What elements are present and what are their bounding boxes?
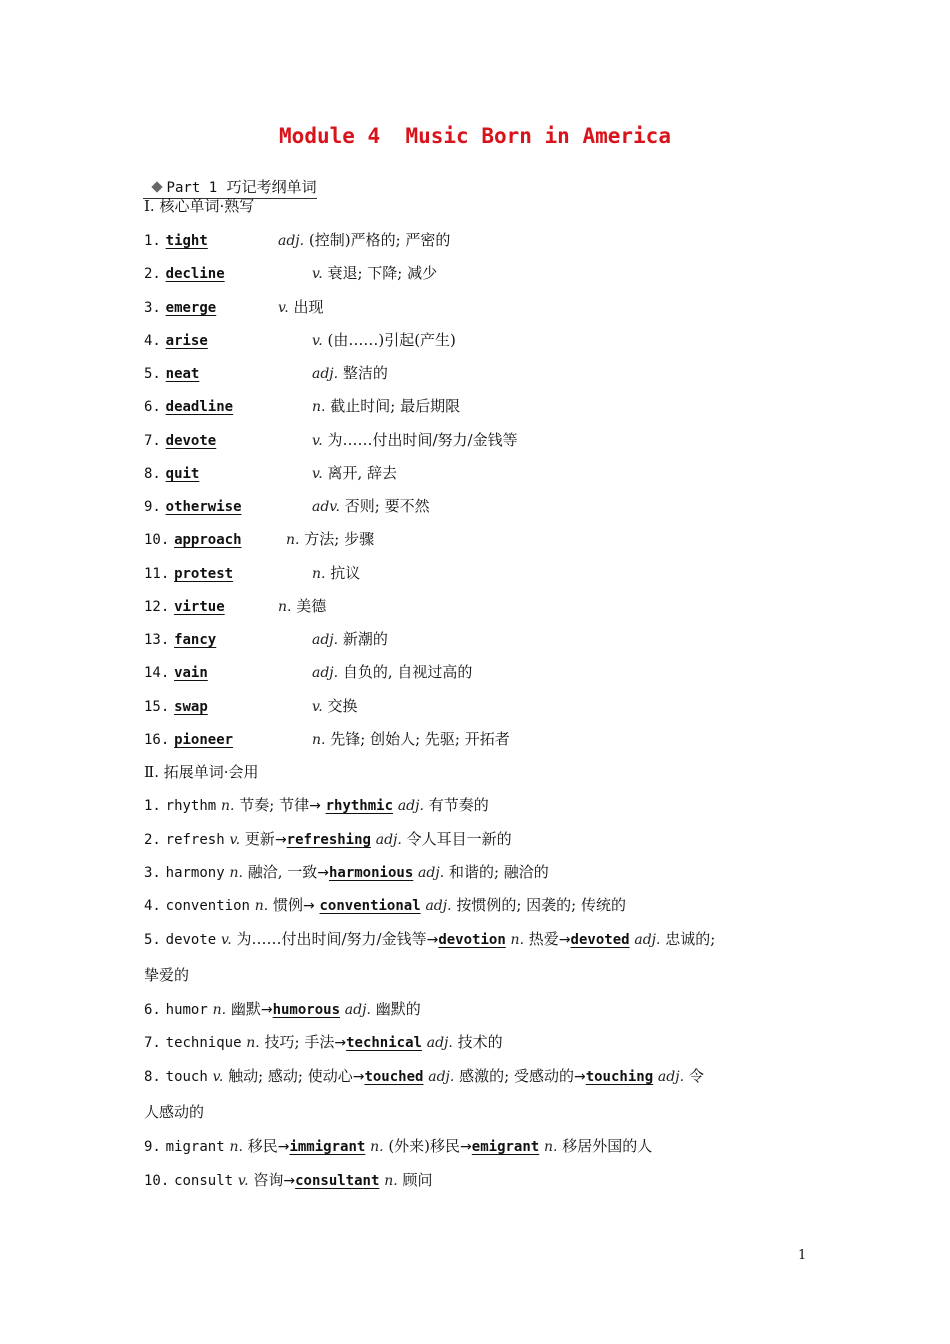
part-of-speech: n. <box>384 1173 398 1189</box>
answer-word: emigrant <box>471 1139 540 1155</box>
part-of-speech: v. <box>312 333 323 349</box>
definition: 先锋; 创始人; 先驱; 开拓者 <box>330 730 510 748</box>
base-word: refresh <box>165 832 225 848</box>
item-number: 12. <box>144 599 170 615</box>
item-number: 6. <box>144 399 161 415</box>
list-item <box>144 462 398 484</box>
part-of-speech: n. <box>510 932 525 948</box>
answer-word: refreshing <box>286 832 371 848</box>
base-word: rhythm <box>165 798 217 814</box>
definition: 方法; 步骤 <box>304 530 375 548</box>
definition: 更新 <box>244 830 275 848</box>
part-of-speech: v. <box>212 1069 224 1085</box>
definition: 为……付出时间/努力/金钱等 <box>236 930 427 948</box>
definition: 按惯例的; 因袭的; 传统的 <box>456 896 626 914</box>
answer-word: quit <box>165 466 200 482</box>
part-of-speech: n. <box>229 1139 243 1155</box>
answer-word: devote <box>165 433 217 449</box>
section1-heading: Ⅰ. 核心单词·熟写 <box>144 197 255 215</box>
answer-word: virtue <box>174 599 225 615</box>
definition: (控制)严格的; 严密的 <box>308 231 451 249</box>
answer-word: devoted <box>570 932 630 948</box>
definition: 有节奏的 <box>428 796 489 814</box>
item-number: 1. <box>144 798 161 814</box>
definition: 触动; 感动; 使动心 <box>228 1067 353 1085</box>
part-of-speech: v. <box>312 699 323 715</box>
definition: 技巧; 手法 <box>264 1033 335 1051</box>
item-number: 10. <box>144 532 170 548</box>
answer-word: technical <box>346 1035 422 1051</box>
part-of-speech: n. <box>246 1035 260 1051</box>
base-word: touch <box>165 1069 208 1085</box>
base-word: technique <box>165 1035 242 1051</box>
list-item <box>144 728 510 750</box>
part-of-speech: v. <box>312 266 323 282</box>
base-word: harmony <box>165 865 225 881</box>
item-number: 11. <box>144 566 170 582</box>
answer-word: tight <box>165 233 208 249</box>
definition: 移居外国的人 <box>562 1137 653 1155</box>
item-number: 3. <box>144 300 161 316</box>
definition: 忠诚的; <box>665 930 716 948</box>
definition: 自负的, 自视过高的 <box>342 663 473 681</box>
item-number: 2. <box>144 832 161 848</box>
diamond-bullet-icon <box>151 181 162 192</box>
list-item <box>144 296 324 318</box>
arrow-icon: → <box>309 798 321 814</box>
part-of-speech: v. <box>237 1173 249 1189</box>
item-number: 1. <box>144 233 161 249</box>
definition: 令人耳目一新的 <box>406 830 512 848</box>
list-item <box>144 628 388 650</box>
item-number: 3. <box>144 865 161 881</box>
definition: 令 <box>688 1067 704 1085</box>
list-item-continuation <box>144 1101 204 1123</box>
answer-word: consultant <box>295 1173 380 1189</box>
arrow-icon: → <box>317 865 329 881</box>
answer-word: vain <box>174 665 208 681</box>
list-item <box>144 1169 432 1191</box>
part-of-speech: adj. <box>312 632 339 648</box>
part-of-speech: n. <box>229 865 243 881</box>
item-number: 7. <box>144 433 161 449</box>
item-number: 10. <box>144 1173 170 1189</box>
arrow-icon: → <box>274 832 287 848</box>
arrow-icon: → <box>426 932 439 948</box>
definition: (由……)引起(产生) <box>327 331 456 349</box>
item-number: 9. <box>144 1139 161 1155</box>
part-prefix: Part 1 <box>166 180 218 196</box>
definition: 融洽, 一致 <box>247 863 318 881</box>
part-of-speech: v. <box>278 300 289 316</box>
answer-word: swap <box>174 699 208 715</box>
answer-word: fancy <box>174 632 217 648</box>
answer-word: deadline <box>165 399 234 415</box>
definition: 咨询 <box>253 1171 284 1189</box>
definition: 新潮的 <box>342 630 388 648</box>
definition: 否则; 要不然 <box>344 497 430 515</box>
arrow-icon: → <box>558 932 571 948</box>
definition: 人感动的 <box>144 1103 205 1121</box>
part-of-speech: n. <box>370 1139 384 1155</box>
item-number: 4. <box>144 333 161 349</box>
item-number: 16. <box>144 732 170 748</box>
definition: 整洁的 <box>342 364 388 382</box>
answer-word: arise <box>165 333 208 349</box>
definition: 热爱 <box>528 930 559 948</box>
definition: 幽默的 <box>375 1000 421 1018</box>
list-item <box>144 262 438 284</box>
arrow-icon: → <box>573 1069 586 1085</box>
item-number: 7. <box>144 1035 161 1051</box>
answer-word: pioneer <box>174 732 234 748</box>
answer-word: approach <box>174 532 242 548</box>
section2-heading: Ⅱ. 拓展单词·会用 <box>144 763 259 781</box>
list-item <box>144 998 421 1020</box>
list-item <box>144 595 327 617</box>
part-of-speech: n. <box>312 399 326 415</box>
definition: 幽默 <box>230 1000 261 1018</box>
list-item <box>144 828 512 850</box>
definition: 截止时间; 最后期限 <box>330 397 461 415</box>
item-number: 8. <box>144 1069 161 1085</box>
answer-word: humorous <box>272 1002 341 1018</box>
list-item <box>144 528 375 550</box>
list-item <box>144 329 456 351</box>
definition: 挚爱的 <box>144 966 190 984</box>
arrow-icon: → <box>283 1173 296 1189</box>
answer-word: protest <box>174 566 234 582</box>
definition: 美德 <box>296 597 327 615</box>
definition: 抗议 <box>330 564 361 582</box>
list-item <box>144 495 430 517</box>
part-of-speech: adj. <box>344 1002 371 1018</box>
answer-word: rhythmic <box>325 798 394 814</box>
definition: 交换 <box>327 697 358 715</box>
arrow-icon: → <box>460 1139 472 1155</box>
page-title: Module 4 Music Born in America <box>279 124 671 148</box>
part-of-speech: n. <box>278 599 292 615</box>
definition: 和谐的; 融洽的 <box>448 863 549 881</box>
part-of-speech: n. <box>212 1002 227 1018</box>
part-of-speech: n. <box>312 566 326 582</box>
item-number: 14. <box>144 665 170 681</box>
part-of-speech: adj. <box>312 366 339 382</box>
item-number: 15. <box>144 699 170 715</box>
list-item <box>144 794 489 816</box>
part-of-speech: v. <box>312 433 323 449</box>
part-of-speech: adj. <box>426 1035 453 1051</box>
list-item-continuation <box>144 964 189 986</box>
list-item <box>144 928 715 950</box>
definition: 离开, 辞去 <box>327 464 398 482</box>
answer-word: immigrant <box>289 1139 366 1155</box>
answer-word: decline <box>165 266 225 282</box>
list-item <box>144 695 358 717</box>
answer-word: neat <box>165 366 200 382</box>
item-number: 2. <box>144 266 161 282</box>
definition: 出现 <box>293 298 324 316</box>
base-word: convention <box>165 898 250 914</box>
item-number: 6. <box>144 1002 161 1018</box>
part-label: 巧记考纲单词 <box>226 178 317 196</box>
item-number: 4. <box>144 898 161 914</box>
answer-word: emerge <box>165 300 217 316</box>
list-item <box>144 861 549 883</box>
page-number: 1 <box>798 1248 807 1263</box>
item-number: 9. <box>144 499 161 515</box>
arrow-icon: → <box>277 1139 290 1155</box>
base-word: humor <box>165 1002 208 1018</box>
arrow-icon: → <box>302 898 315 914</box>
definition: 感激的; 受感动的 <box>459 1067 574 1085</box>
part-of-speech: adv. <box>312 499 341 515</box>
part-of-speech: adj. <box>278 233 305 249</box>
definition: 技术的 <box>457 1033 503 1051</box>
list-item <box>144 362 388 384</box>
arrow-icon: → <box>260 1002 273 1018</box>
base-word: migrant <box>165 1139 225 1155</box>
part-of-speech: n. <box>312 732 326 748</box>
arrow-icon: → <box>352 1069 365 1085</box>
definition: 顾问 <box>402 1171 433 1189</box>
part-heading <box>143 160 317 199</box>
list-item <box>144 395 461 417</box>
list-item <box>144 1135 652 1157</box>
part-of-speech: n. <box>221 798 235 814</box>
list-item <box>144 661 473 683</box>
part-of-speech: v. <box>229 832 241 848</box>
part-of-speech: n. <box>286 532 300 548</box>
item-number: 5. <box>144 366 161 382</box>
list-item <box>144 1031 503 1053</box>
base-word: devote <box>165 932 217 948</box>
definition: 为……付出时间/努力/金钱等 <box>327 431 518 449</box>
part-of-speech: n. <box>254 898 269 914</box>
answer-word: touching <box>585 1069 654 1085</box>
answer-word: otherwise <box>165 499 242 515</box>
item-number: 8. <box>144 466 161 482</box>
definition: 移民 <box>247 1137 278 1155</box>
answer-word: harmonious <box>328 865 414 881</box>
definition: 衰退; 下降; 减少 <box>327 264 438 282</box>
list-item <box>144 562 361 584</box>
part-of-speech: adj. <box>634 932 661 948</box>
part-of-speech: adj. <box>418 865 445 881</box>
part-of-speech: n. <box>544 1139 558 1155</box>
definition: (外来)移民 <box>388 1137 461 1155</box>
answer-word: touched <box>364 1069 424 1085</box>
part-of-speech: adj. <box>312 665 339 681</box>
list-item <box>144 1065 704 1087</box>
part-of-speech: v. <box>312 466 323 482</box>
part-of-speech: adj. <box>428 1069 455 1085</box>
arrow-icon: → <box>334 1035 347 1051</box>
part-of-speech: adj. <box>657 1069 685 1085</box>
definition: 惯例 <box>272 896 303 914</box>
item-number: 13. <box>144 632 170 648</box>
answer-word: conventional <box>319 898 421 914</box>
list-item <box>144 429 518 451</box>
part-of-speech: v. <box>221 932 232 948</box>
list-item <box>144 894 626 916</box>
part-of-speech: adj. <box>397 798 424 814</box>
part-of-speech: adj. <box>425 898 452 914</box>
list-item <box>144 229 451 251</box>
definition: 节奏; 节律 <box>239 796 310 814</box>
item-number: 5. <box>144 932 161 948</box>
answer-word: devotion <box>438 932 506 948</box>
part-of-speech: adj. <box>375 832 402 848</box>
base-word: consult <box>174 1173 234 1189</box>
